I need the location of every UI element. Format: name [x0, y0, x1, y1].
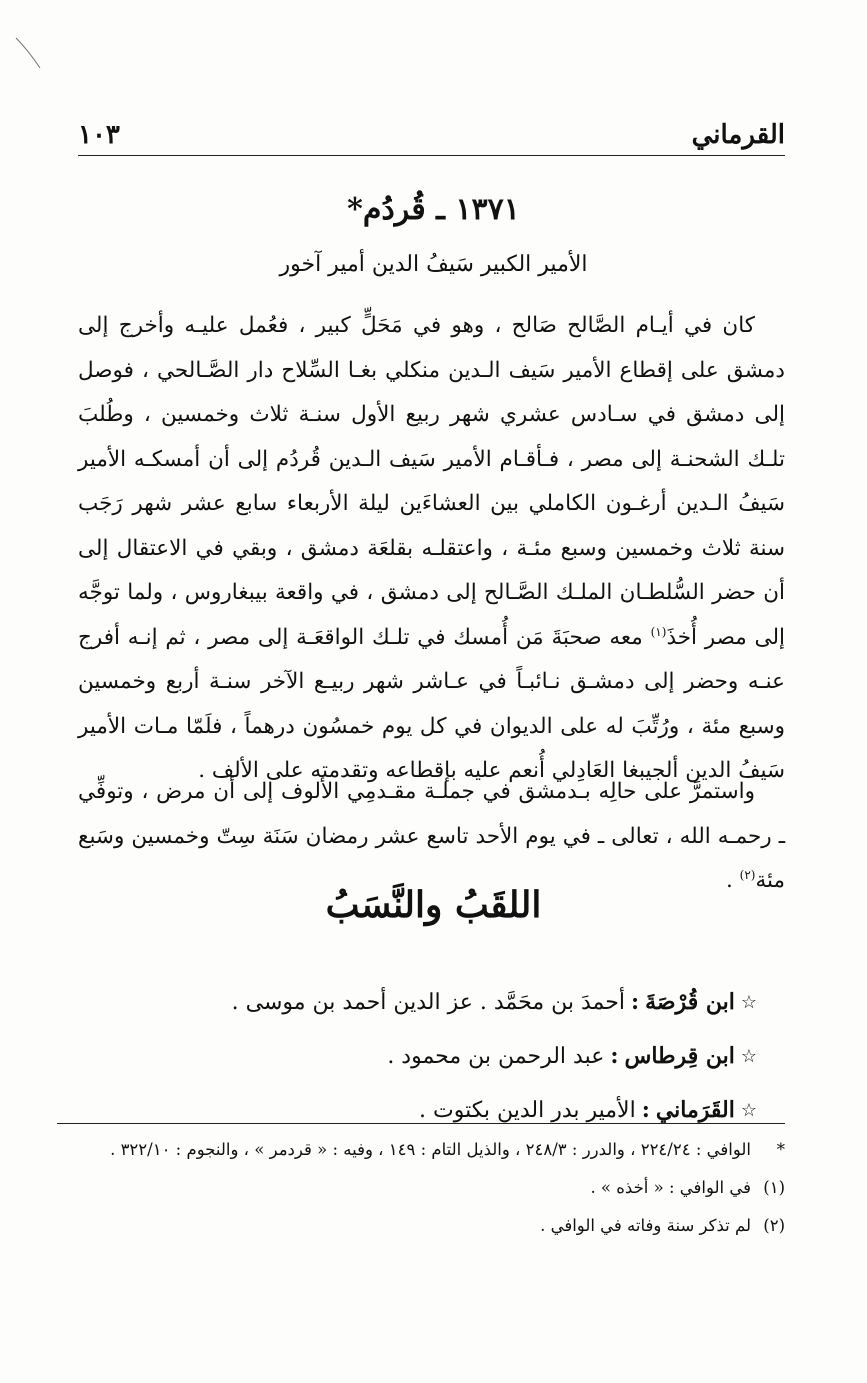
footnote-mark: *	[776, 1139, 785, 1159]
laqab-name: ابن قِرطاس	[624, 1043, 735, 1069]
scan-corner-mark	[14, 36, 44, 70]
paragraph-text: معه صحبَةَ مَن أُمسك في تلـك الواقعَـة إلى مصر ، ثم إنـه أفرج عنـه وحضر إلى دمشـق نـائبـاً في عـاشر شهر ربيـع الآخر سنـة أربع وخمسين وسبع مئة ، ورُتِّبَ له على الديوان في كل يوم خمسُون درهماً ، فلَمّا مـات الأمير سَيفُ الدين ألجيبغا العَادِلي أُنعم عليه بإقطاعه وتقدمته على الألف .	[78, 624, 785, 783]
footnote-rule	[57, 1123, 785, 1124]
list-item	[97, 975, 757, 1029]
entry-subtitle: الأمير الكبير سَيفُ الدين أمير آخور	[279, 252, 588, 277]
colon-separator: :	[630, 989, 640, 1015]
footnote	[78, 1168, 785, 1206]
list-item	[97, 1029, 757, 1083]
entry-title: ١٣٧١ ـ قُردُم*	[347, 192, 520, 227]
laqab-name: ابن قُرْصَةَ	[645, 989, 735, 1015]
paragraph-text: كان في أيـام الصَّالح صَالح ، وهو في مَحَلٍّ كبير ، فعُمل عليـه وأخرج إلى دمشق على إقطاع الأمير سَيف الـدين منكلي بغـا السِّلاح دار الصَّـالحي ، فوصل إلى دمشق في سـادس عشري شهر ربيع الأول سنـة ثلاث وخمسين ، وطُلبَ تلـك الشحنـة إلى مصر ، فـأقـام الأمير سَيف الـدين قُردُم إلى أن أمسكـه الأمير سَيفُ الـدين أرغـون الكاملي بين العشاءَين ليلة الأربعاء سابع عشر شهر رَجَب سنة ثلاث وخمسين وسبع مئـة ، واعتقلـه بقلعَة دمشق ، وبقي في الاعتقال إلى أن حضر السُّلطـان الملـك الصَّـالح إلى دمشق ، في واقعة بيبغاروس ، ولما توجَّه إلى مصر أُخذَ	[78, 313, 786, 650]
laqab-identity: أحمدَ بن محَمَّد . عز الدين أحمد بن موسى .	[231, 989, 625, 1015]
laqab-identity: عبد الرحمن بن محمود .	[387, 1043, 605, 1069]
laqab-list	[97, 975, 757, 1137]
running-title: القرماني	[691, 120, 785, 150]
footnote-text: في الوافي : « أخذه » .	[590, 1177, 751, 1197]
star-icon: ☆	[740, 1045, 757, 1067]
colon-separator: :	[641, 1097, 650, 1123]
footnote-text: لم تذكر سنة وفاته في الوافي .	[540, 1215, 751, 1235]
colon-separator: :	[610, 1043, 619, 1069]
list-item	[97, 1083, 757, 1137]
star-icon: ☆	[740, 991, 757, 1013]
header-rule	[78, 155, 785, 156]
biography-paragraph-1	[78, 304, 785, 794]
footnote-mark: (١)	[763, 1177, 785, 1197]
footnotes	[78, 1130, 785, 1244]
paragraph-text: .	[725, 868, 740, 893]
laqab-name: القَرَماني	[655, 1097, 735, 1123]
laqab-identity: الأمير بدر الدين بكتوت .	[419, 1097, 636, 1123]
footnote	[78, 1130, 785, 1168]
footnote-ref-2[interactable]: (٢)	[739, 867, 756, 882]
footnote	[78, 1206, 785, 1244]
paragraph-text: واستمرَّ على حالِه بـدمشق في جملـة مقـدمِي الألوف إلى أن مرض ، وتوفِّي ـ رحمـه الله ، تعالى ـ في يوم الأحد تاسع عشر رمضان سَنَة سِتّ وخمسين وسَبع مئة	[78, 779, 785, 893]
footnote-text: الوافي : ٢٢٤/٢٤ ، والدرر : ٢٤٨/٣ ، والذيل التام : ١٤٩ ، وفيه : « قردمر » ، والنجوم : ٣٢٢/١٠ .	[110, 1139, 751, 1159]
footnote-ref-1[interactable]: (١)	[650, 624, 667, 639]
section-title: اللقَبُ والنَّسَبُ	[325, 884, 542, 926]
star-icon: ☆	[740, 1099, 757, 1121]
footnote-mark: (٢)	[763, 1215, 785, 1235]
page-header	[78, 120, 785, 156]
page-number: ١٠٣	[78, 120, 120, 150]
